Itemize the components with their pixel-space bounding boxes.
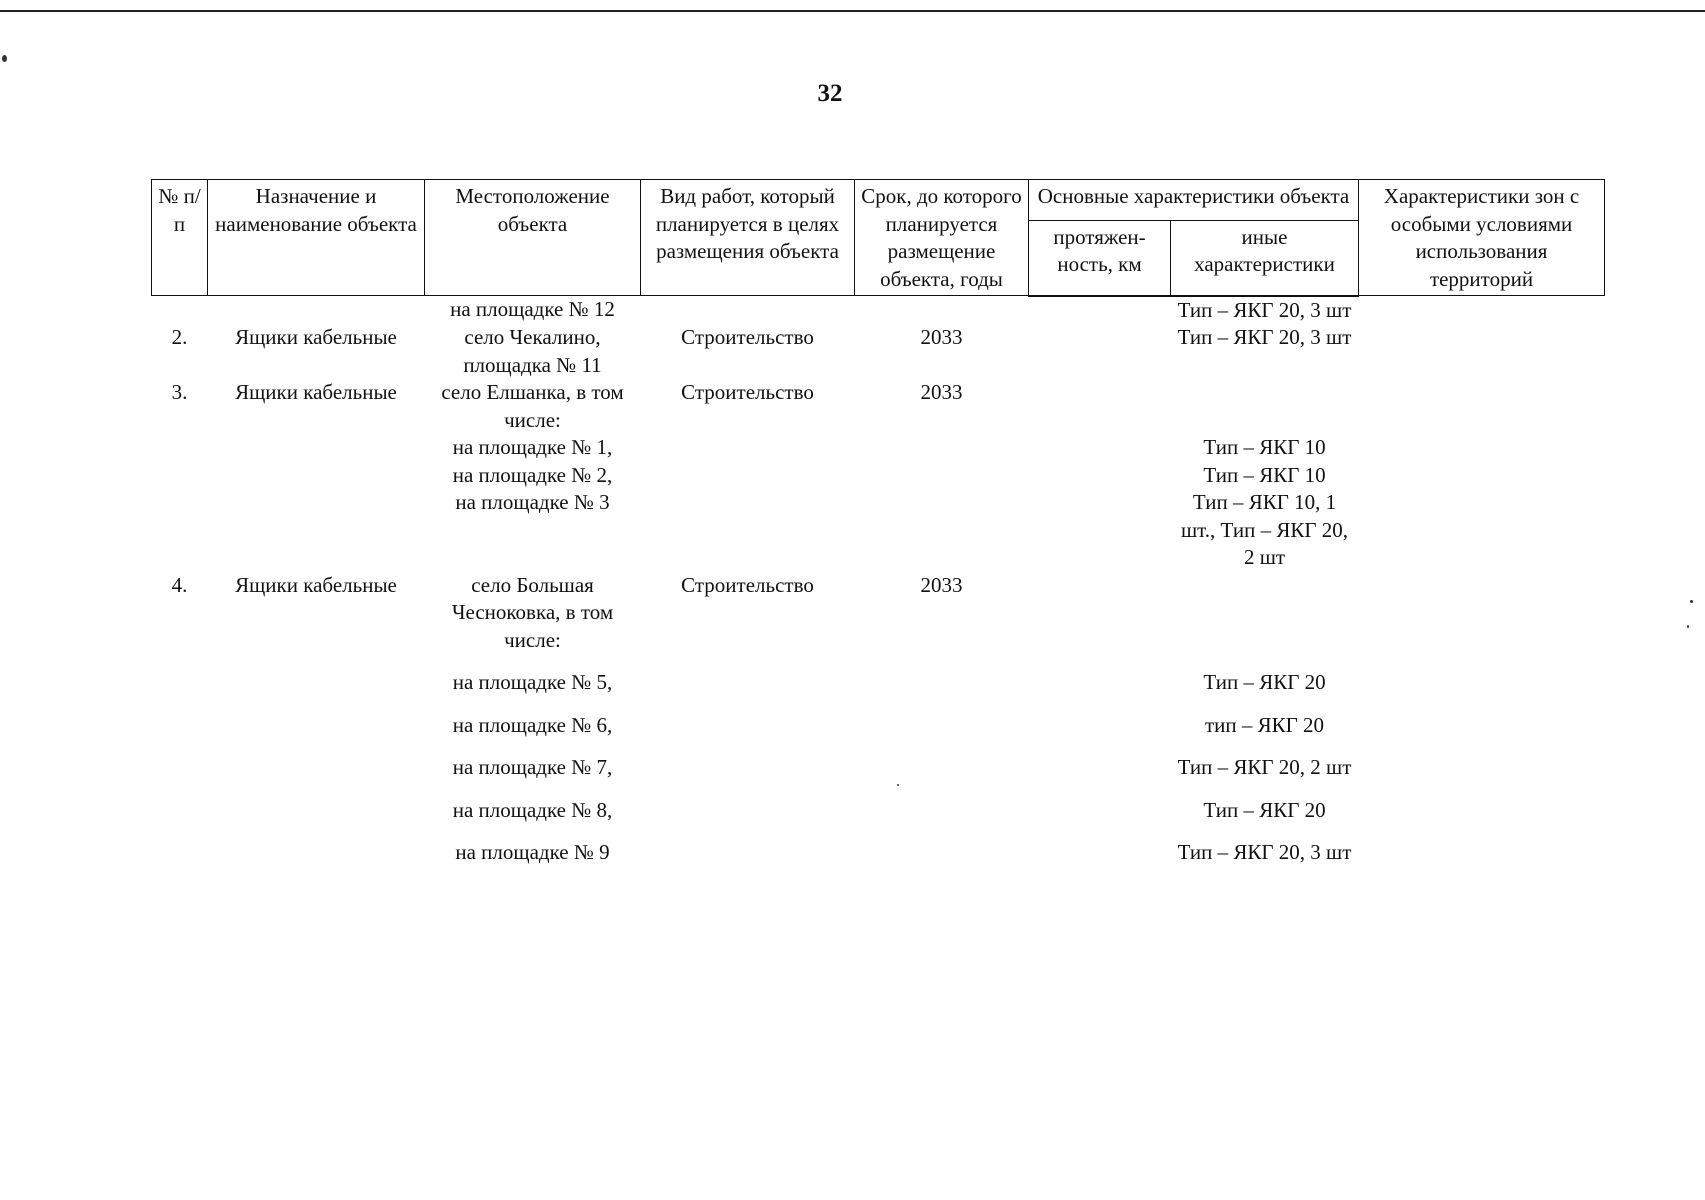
cell-length: [1029, 434, 1171, 462]
cell-name: Ящики кабельные: [235, 325, 397, 349]
header-other-characteristics: иные характеристики: [1171, 220, 1359, 295]
cell-location: на площадке № 1,: [452, 435, 613, 459]
cell-num: [152, 296, 208, 325]
scan-speck: [897, 784, 899, 786]
cell-location: на площадке № 2,: [452, 462, 613, 487]
cell-name: [208, 434, 425, 462]
table-row: [152, 712, 1605, 740]
cell-work: Строительство: [681, 572, 814, 597]
cell-other: Тип – ЯКГ 10: [1203, 435, 1326, 459]
cell-length: [1029, 669, 1171, 697]
cell-name: [208, 839, 425, 867]
cell-location: на площадке № 8,: [452, 797, 613, 822]
cell-work: [641, 754, 855, 782]
cell-work: [641, 434, 855, 462]
cell-year: [855, 754, 1029, 782]
cell-year: 2033: [920, 325, 963, 349]
table-row: [152, 489, 1605, 572]
cell-work: [641, 669, 855, 697]
cell-year: [855, 839, 1029, 867]
cell-year: 2033: [920, 572, 963, 597]
cell-length: [1029, 324, 1171, 379]
cell-year: 2033: [920, 380, 963, 404]
cell-zone: [1359, 462, 1605, 490]
cell-zone: [1359, 324, 1605, 379]
cell-num: [152, 489, 208, 572]
cell-length: [1029, 379, 1171, 434]
cell-other: тип – ЯКГ 20: [1204, 712, 1325, 737]
cell-work: [641, 797, 855, 825]
cell-name: [208, 296, 425, 325]
cell-num: 2.: [171, 325, 188, 349]
cell-zone: [1359, 797, 1605, 825]
cell-zone: [1359, 434, 1605, 462]
header-length: протяжен-ность, км: [1029, 220, 1171, 295]
cell-zone: [1359, 572, 1605, 655]
cell-other: Тип – ЯКГ 20, 3 шт: [1177, 297, 1352, 322]
cell-num: [152, 712, 208, 740]
table-row: [152, 797, 1605, 825]
header-zones: Характеристики зон с особыми условиями использования территорий: [1359, 180, 1605, 296]
cell-num: [152, 434, 208, 462]
cell-name: Ящики кабельные: [235, 380, 397, 404]
cell-num: [152, 797, 208, 825]
cell-work: Строительство: [681, 325, 814, 349]
cell-year: [855, 462, 1029, 490]
cell-location: на площадке № 7,: [452, 755, 613, 779]
cell-year: [855, 296, 1029, 325]
cell-year: [855, 434, 1029, 462]
cell-zone: [1359, 669, 1605, 697]
cell-location: село Елшанка, в том числе:: [441, 380, 624, 432]
cell-other: [1171, 572, 1359, 655]
cell-name: [208, 712, 425, 740]
table-body: [152, 296, 1605, 867]
cell-num: [152, 839, 208, 867]
header-main-characteristics: Основные характеристики объекта: [1029, 180, 1359, 221]
cell-zone: [1359, 839, 1605, 867]
cell-length: [1029, 839, 1171, 867]
cell-year: [855, 797, 1029, 825]
cell-name: [208, 669, 425, 697]
row-spacer: [152, 654, 1605, 669]
table-row: [152, 839, 1605, 867]
scan-speck: [2, 55, 7, 62]
cell-location: на площадке № 9: [455, 840, 610, 864]
header-deadline: Срок, до которого планируется размещение объекта, годы: [855, 180, 1029, 296]
cell-num: 3.: [171, 380, 188, 404]
cell-num: 4.: [171, 572, 188, 597]
cell-length: [1029, 572, 1171, 655]
row-spacer: [152, 782, 1605, 797]
table-row: [152, 669, 1605, 697]
cell-location: село Большая Чесноковка, в том числе:: [451, 572, 614, 652]
cell-name: [208, 462, 425, 490]
cell-location: на площадке № 5,: [452, 670, 613, 694]
header-name: Назначение и наименование объекта: [208, 180, 425, 296]
cell-zone: [1359, 754, 1605, 782]
cell-zone: [1359, 489, 1605, 572]
cell-work: [641, 712, 855, 740]
cell-work: [641, 296, 855, 325]
cell-other: Тип – ЯКГ 10, 1 шт., Тип – ЯКГ 20, 2 шт: [1181, 490, 1348, 569]
cell-location: на площадке № 12: [450, 297, 615, 321]
table-header: [152, 180, 1605, 296]
cell-location: село Чекалино, площадка № 11: [463, 325, 602, 377]
objects-table: [151, 179, 1605, 867]
scan-top-edge: [0, 10, 1705, 12]
row-spacer: [152, 739, 1605, 754]
cell-length: [1029, 754, 1171, 782]
header-num: № п/п: [152, 180, 208, 296]
table-row: [152, 434, 1605, 462]
cell-year: [855, 669, 1029, 697]
cell-other: Тип – ЯКГ 20, 2 шт: [1177, 755, 1352, 779]
cell-work: Строительство: [681, 380, 814, 404]
table-row: [152, 572, 1605, 655]
scan-speck: [1690, 600, 1693, 603]
cell-work: [641, 462, 855, 490]
table-row: [152, 379, 1605, 434]
cell-num: [152, 754, 208, 782]
cell-length: [1029, 489, 1171, 572]
cell-length: [1029, 797, 1171, 825]
table-row: [152, 462, 1605, 490]
cell-other: Тип – ЯКГ 20: [1203, 670, 1326, 694]
page-number: 32: [817, 80, 843, 107]
cell-year: [855, 489, 1029, 572]
header-work-type: Вид работ, который планируется в целях размещения объекта: [641, 180, 855, 296]
cell-other: Тип – ЯКГ 10: [1203, 462, 1326, 487]
cell-num: [152, 462, 208, 490]
header-location: Местоположение объекта: [425, 180, 641, 296]
table-row: [152, 296, 1605, 325]
row-spacer: [152, 697, 1605, 712]
cell-location: на площадке № 3: [455, 490, 610, 514]
cell-name: [208, 489, 425, 572]
cell-other: Тип – ЯКГ 20, 3 шт: [1177, 325, 1352, 349]
cell-other: Тип – ЯКГ 20: [1203, 797, 1326, 822]
cell-zone: [1359, 296, 1605, 325]
row-spacer: [152, 824, 1605, 839]
scan-speck: [1687, 625, 1689, 628]
cell-work: [641, 839, 855, 867]
table-row: [152, 324, 1605, 379]
cell-name: [208, 797, 425, 825]
cell-work: [641, 489, 855, 572]
cell-year: [855, 712, 1029, 740]
cell-zone: [1359, 379, 1605, 434]
cell-name: Ящики кабельные: [235, 572, 397, 597]
cell-length: [1029, 462, 1171, 490]
cell-other: [1171, 379, 1359, 434]
cell-location: на площадке № 6,: [452, 712, 613, 737]
cell-other: Тип – ЯКГ 20, 3 шт: [1177, 840, 1352, 864]
table-row: [152, 754, 1605, 782]
cell-length: [1029, 296, 1171, 325]
cell-zone: [1359, 712, 1605, 740]
cell-num: [152, 669, 208, 697]
cell-name: [208, 754, 425, 782]
cell-length: [1029, 712, 1171, 740]
